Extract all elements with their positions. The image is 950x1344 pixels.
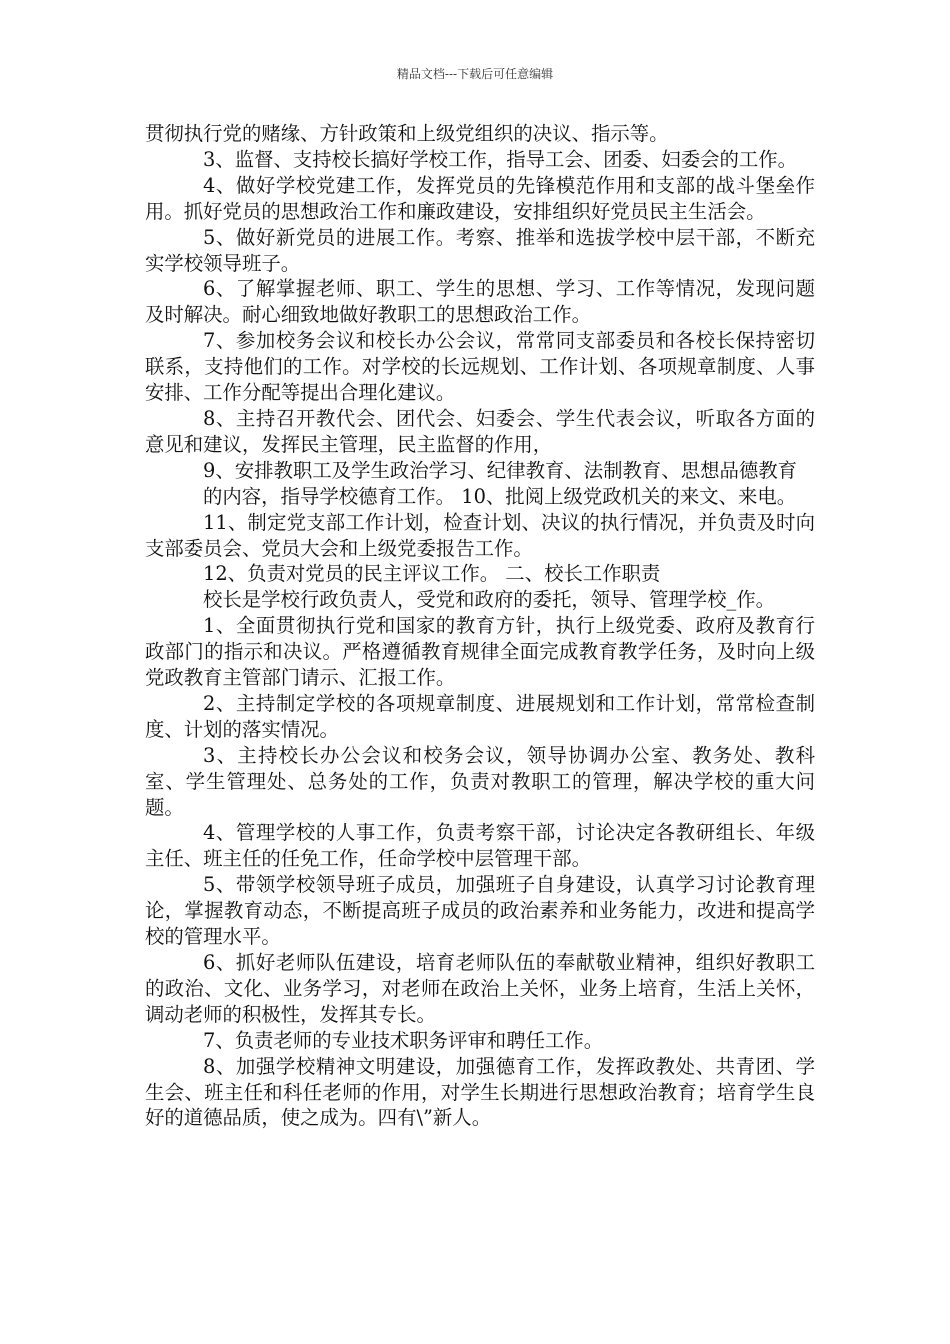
paragraph: 贯彻执行党的赌缘、方针政策和上级党组织的决议、指示等。	[145, 122, 669, 145]
paragraph: 11、制定党支部工作计划，检查计划、决议的执行情况，并负责及时向支部委员会、党员大会和上级党委报告工作。	[145, 510, 815, 560]
paragraph: 5、带领学校领导班子成员，加强班子自身建设，认真学习讨论教育理论，掌握教育动态，不断提高班子成员的政治素养和业务能力，改进和提高学校的管理水平。	[145, 873, 815, 949]
paragraph: 4、做好学校党建工作，发挥党员的先锋模范作用和支部的战斗堡垒作用。抓好党员的思想政治工作和廉政建设，安排组织好党员民主生活会。	[145, 173, 815, 223]
paragraph: 2、主持制定学校的各项规章制度、进展规划和工作计划，常常检查制度、计划的落实情况。	[145, 691, 815, 741]
paragraph: 9、安排教职工及学生政治学习、纪律教育、法制教育、思想品德教育	[203, 458, 798, 482]
paragraph: 6、了解掌握老师、职工、学生的思想、学习、工作等情况，发现问题及时解决。耐心细致地做好教职工的思想政治工作。	[145, 277, 815, 327]
paragraph: 7、负责老师的专业技术职务评审和聘任工作。	[203, 1028, 604, 1052]
paragraph: 校长是学校行政负责人，受党和政府的委托，领导、管理学校_作。	[203, 588, 776, 612]
paragraph: 5、做好新党员的进展工作。考察、推举和选拔学校中层干部，不断充实学校领导班子。	[145, 225, 815, 275]
paragraph: 8、加强学校精神文明建设，加强德育工作，发挥政教处、共青团、学生会、班主任和科任老师的作用，对学生长期进行思想政治教育；培育学生良好的道德品质，使之成为。四有\”新人。	[145, 1054, 815, 1130]
paragraph: 3、主持校长办公会议和校务会议，领导协调办公室、教务处、教科室、学生管理处、总务处的工作，负责对教职工的管理，解决学校的重大问题。	[145, 743, 815, 819]
page-header: 精品文档---下载后可任意编辑	[396, 67, 554, 81]
paragraph: 4、管理学校的人事工作，负责考察干部，讨论决定各教研组长、年级主任、班主任的任免工作，任命学校中层管理干部。	[145, 821, 815, 871]
paragraph: 1、全面贯彻执行党和国家的教育方针，执行上级党委、政府及教育行政部门的指示和决议。严格遵循教育规律全面完成教育教学任务，及时向上级党政教育主管部门请示、汇报工作。	[145, 614, 815, 690]
paragraph: 12、负责对党员的民主评议工作。 二、校长工作职责	[203, 562, 661, 586]
document-body	[145, 121, 815, 1131]
paragraph: 的内容，指导学校德育工作。 10、批阅上级党政机关的来文、来电。	[203, 484, 797, 508]
paragraph: 7、参加校务会议和校长办公会议，常常同支部委员和各校长保持密切联系，支持他们的工作。对学校的长远规划、工作计划、各项规章制度、人事安排、工作分配等提出合理化建议。	[145, 329, 815, 405]
paragraph: 8、主持召开教代会、团代会、妇委会、学生代表会议，听取各方面的意见和建议，发挥民主管理，民主监督的作用，	[145, 406, 815, 456]
paragraph: 6、抓好老师队伍建设，培育老师队伍的奉献敬业精神，组织好教职工的政治、文化、业务学习，对老师在政治上关怀，业务上培育，生活上关怀，调动老师的积极性，发挥其专长。	[145, 951, 815, 1026]
paragraph: 3、监督、支持校长搞好学校工作，指导工会、团委、妇委会的工作。	[203, 147, 798, 171]
